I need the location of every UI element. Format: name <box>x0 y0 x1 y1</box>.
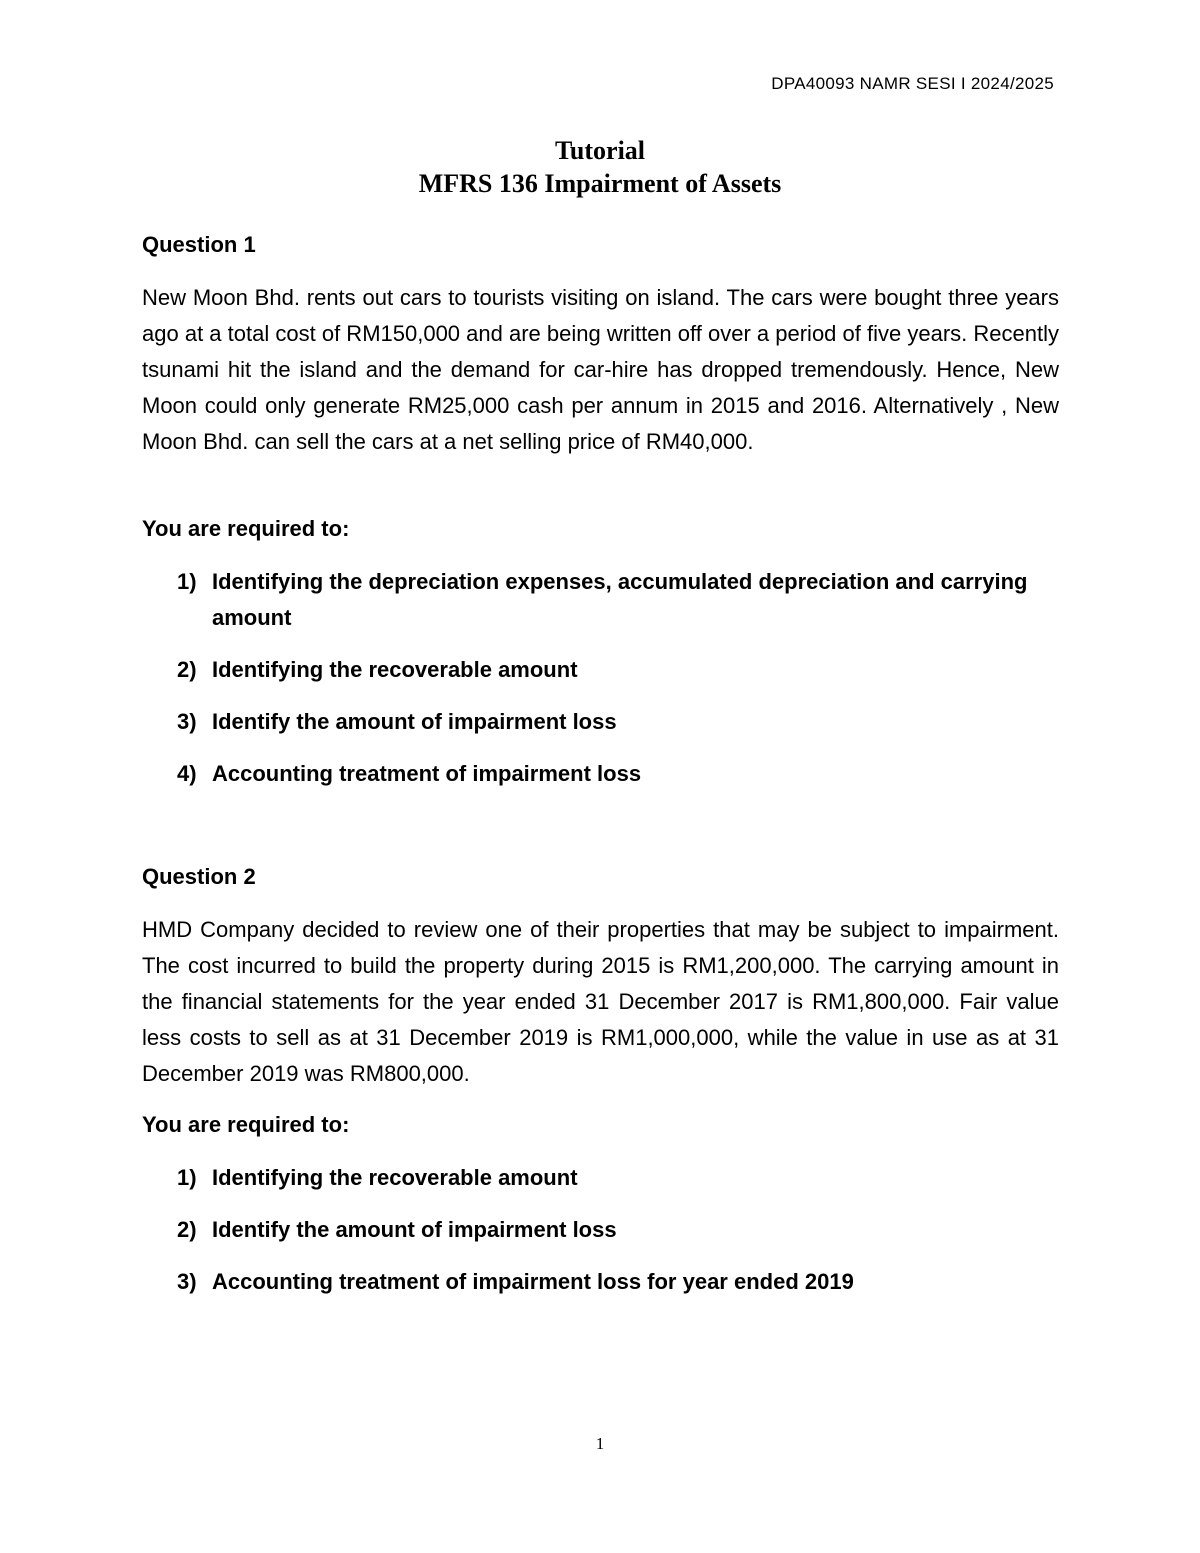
title-line-subject: MFRS 136 Impairment of Assets <box>418 169 782 198</box>
question-2-requirement <box>142 1212 1059 1248</box>
question-2-required-wrap <box>142 1112 1059 1138</box>
requirement-text: Identifying the recoverable amount <box>212 1165 578 1190</box>
page-number: 1 <box>595 1434 605 1453</box>
question-1-required-heading: You are required to: <box>142 516 350 541</box>
question-1-body: New Moon Bhd. rents out cars to tourists visiting on island. The cars were bought three years ago at a total cost of RM150,000 and are being written off over a period of five years. Recently tsunami hit the island and the demand for car-hire has dropped tremendously. Hence, New Moon could only generate RM25,000 cash per annum in 2015 and 2016. Alternatively , New Moon Bhd. can sell the cars at a net selling price of RM40,000. <box>142 285 1059 454</box>
question-1-section <box>142 232 1059 258</box>
requirement-number: 4) <box>177 761 197 786</box>
requirement-number: 1) <box>177 1165 197 1190</box>
title-line-tutorial: Tutorial <box>554 136 646 165</box>
course-reference: DPA40093 NAMR SESI I 2024/2025 <box>771 74 1054 93</box>
requirement-text: Identifying the depreciation expenses, accumulated depreciation and carrying amount <box>212 569 1028 630</box>
requirement-text: Accounting treatment of impairment loss for year ended 2019 <box>212 1269 854 1294</box>
question-2-section <box>142 864 1059 890</box>
question-1-requirements <box>142 564 1059 808</box>
question-1-heading: Question 1 <box>142 232 256 257</box>
question-1-requirement <box>142 564 1059 636</box>
question-1-requirement <box>142 652 1059 688</box>
question-1-required-wrap <box>142 516 1059 542</box>
question-2-heading: Question 2 <box>142 864 256 889</box>
requirement-number: 3) <box>177 709 197 734</box>
document-title <box>0 134 1200 200</box>
question-2-required-heading: You are required to: <box>142 1112 350 1137</box>
question-2-body: HMD Company decided to review one of their properties that may be subject to impairment. The cost incurred to build the property during 2015 is RM1,200,000. The carrying amount in the financial statements for the year ended 31 December 2017 is RM1,800,000. Fair value less costs to sell as at 31 December 2019 is RM1,000,000, while the value in use as at 31 December 2019 was RM800,000. <box>142 917 1059 1086</box>
requirement-text: Accounting treatment of impairment loss <box>212 761 642 786</box>
requirement-number: 3) <box>177 1269 197 1294</box>
requirement-number: 1) <box>177 569 197 594</box>
question-1-requirement <box>142 756 1059 792</box>
requirement-number: 2) <box>177 1217 197 1242</box>
question-1-requirement <box>142 704 1059 740</box>
question-1-body-wrap <box>142 280 1059 460</box>
question-2-body-wrap <box>142 912 1059 1092</box>
requirement-text: Identifying the recoverable amount <box>212 657 578 682</box>
question-2-requirements <box>142 1160 1059 1316</box>
requirement-text: Identify the amount of impairment loss <box>212 709 617 734</box>
requirement-number: 2) <box>177 657 197 682</box>
question-2-requirement <box>142 1160 1059 1196</box>
requirement-text: Identify the amount of impairment loss <box>212 1217 617 1242</box>
question-2-requirement <box>142 1264 1059 1300</box>
